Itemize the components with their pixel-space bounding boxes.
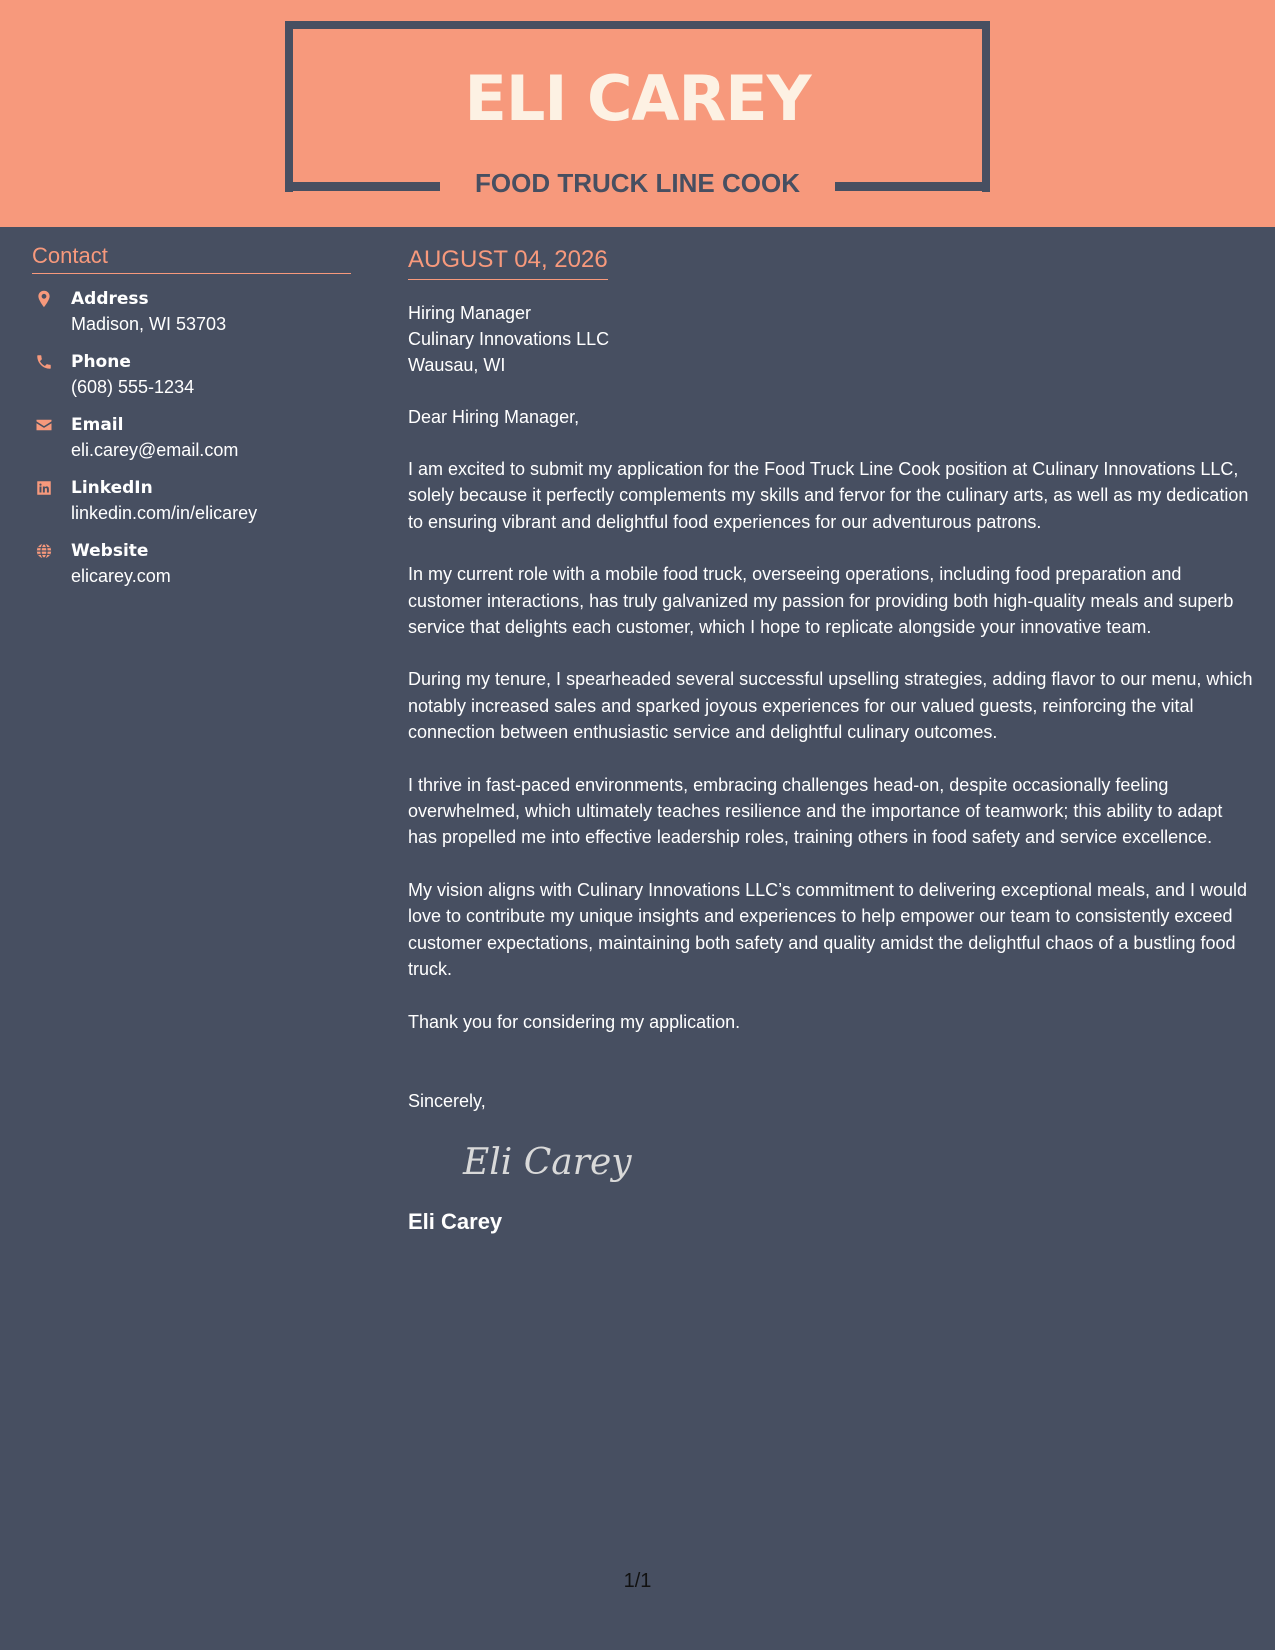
contact-label: Website <box>71 541 149 561</box>
contact-label: Phone <box>71 352 131 372</box>
letter-paragraph: Thank you for considering my application. <box>408 1011 741 1032</box>
phone-icon <box>35 353 53 371</box>
contact-value: Madison, WI 53703 <box>71 314 227 334</box>
letter-paragraph: My vision aligns with Culinary Innovations LLC’s commitment to delivering exceptional meals, and I would love to contribute my unique insights and experiences to help empower our team to consistently exceed customer expectations, maintaining both safety and quality amidst the delightful chaos of a bustling food truck. <box>408 879 1248 980</box>
contact-heading: Contact <box>32 243 351 274</box>
header-banner <box>0 0 1275 227</box>
contact-sidebar <box>32 243 351 589</box>
contact-website <box>32 539 351 589</box>
job-title: FOOD TRUCK LINE COOK <box>475 168 800 198</box>
page-number: 1/1 <box>623 1570 652 1592</box>
contact-email <box>32 413 351 463</box>
recipient-line: Wausau, WI <box>408 355 506 375</box>
contact-label: Address <box>71 289 149 309</box>
applicant-name: ELI CAREY <box>464 62 811 135</box>
letter-paragraph: In my current role with a mobile food truck, overseeing operations, including food preparation and customer interactions, has truly galvanized my passion for providing both high-quality meals and superb service that delights each customer, which I hope to replicate alongside your innovative team. <box>408 564 1234 638</box>
contact-linkedin <box>32 476 351 526</box>
letter-date: AUGUST 04, 2026 <box>408 246 608 280</box>
signer-name: Eli Carey <box>408 1208 503 1234</box>
envelope-icon <box>35 416 53 434</box>
contact-address <box>32 287 351 337</box>
handwritten-signature: Eli Carey <box>463 1141 632 1183</box>
recipient-block <box>408 300 1253 378</box>
contact-label: Email <box>71 415 124 435</box>
closing: Sincerely, <box>408 1090 486 1111</box>
contact-phone <box>32 350 351 400</box>
letter-body <box>408 246 1253 1235</box>
linkedin-icon <box>35 479 53 497</box>
map-pin-icon <box>35 290 53 308</box>
contact-value: (608) 555-1234 <box>71 377 195 397</box>
globe-icon <box>35 542 53 560</box>
contact-value: eli.carey@email.com <box>71 440 239 460</box>
contact-value: linkedin.com/in/elicarey <box>71 503 258 523</box>
letter-paragraph: During my tenure, I spearheaded several successful upselling strategies, adding flavor to our menu, which notably increased sales and sparked joyous experiences for our valued guests, reinforcing the vital connection between enthusiastic service and delightful culinary outcomes. <box>408 669 1253 743</box>
contact-value: elicarey.com <box>71 566 171 586</box>
salutation: Dear Hiring Manager, <box>408 407 580 427</box>
contact-label: LinkedIn <box>71 478 153 498</box>
letter-paragraph: I thrive in fast-paced environments, embracing challenges head-on, despite occasionally feeling overwhelmed, which ultimately teaches resilience and the importance of teamwork; this ability to adapt has propelled me into effective leadership roles, training others in food safety and service excellence. <box>408 774 1223 848</box>
recipient-line: Hiring Manager <box>408 303 532 323</box>
recipient-line: Culinary Innovations LLC <box>408 329 610 349</box>
letter-paragraph: I am excited to submit my application for the Food Truck Line Cook position at Culinary Innovations LLC, solely because it perfectly complements my skills and fervor for the culinary arts, as well as my dedication to ensuring vibrant and delightful food experiences for our adventurous patrons. <box>408 459 1249 532</box>
